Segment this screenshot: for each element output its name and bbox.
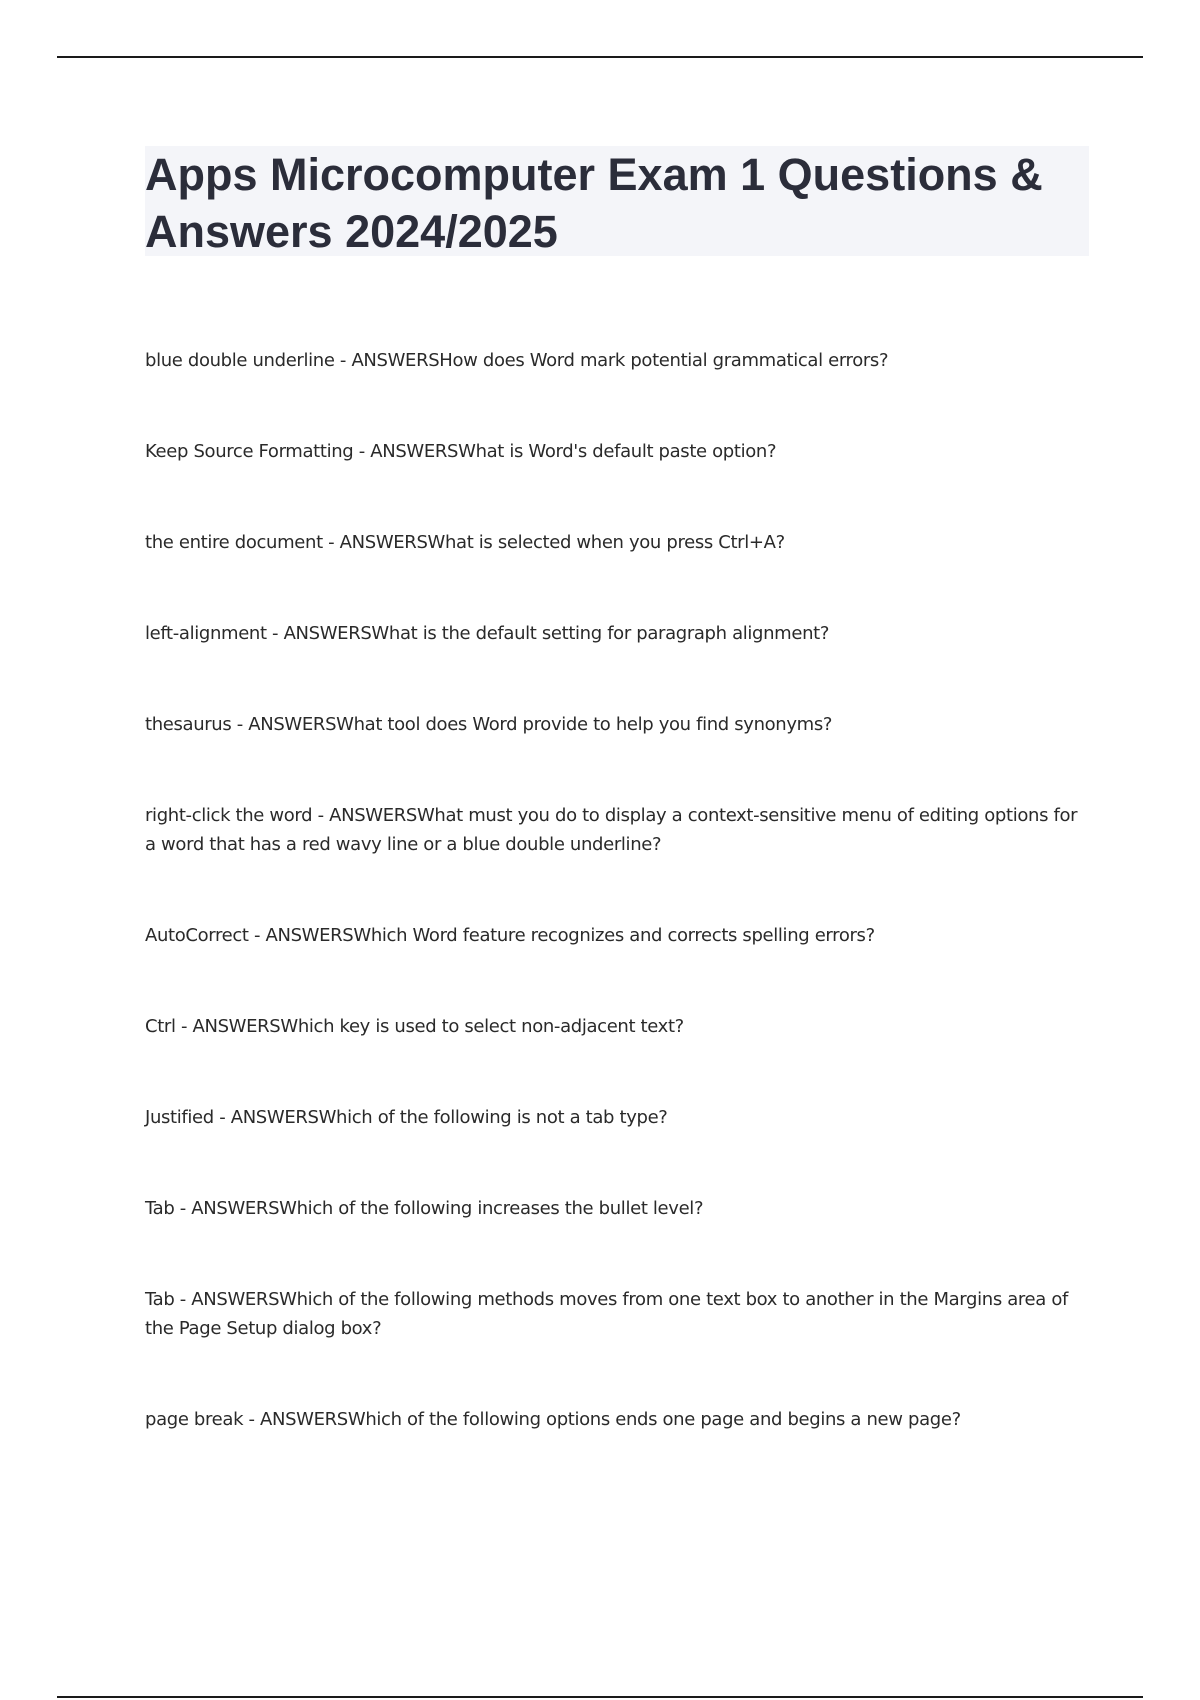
qa-item: the entire document - ANSWERSWhat is selected when you press Ctrl+A? [145,532,785,553]
qa-item: page break - ANSWERSWhich of the following options ends one page and begins a new page? [145,1409,961,1430]
qa-list [145,346,1085,1434]
qa-item: right-click the word - ANSWERSWhat must you do to display a context-sensitive menu of editing options for a word that has a red wavy line or a blue double underline? [145,805,1078,855]
top-divider [57,56,1143,58]
qa-item: left-alignment - ANSWERSWhat is the default setting for paragraph alignment? [145,623,830,644]
title-block [145,146,1089,256]
qa-item: AutoCorrect - ANSWERSWhich Word feature recognizes and corrects spelling errors? [145,925,875,946]
qa-item: Tab - ANSWERSWhich of the following increases the bullet level? [145,1198,704,1219]
qa-item: Ctrl - ANSWERSWhich key is used to select non-adjacent text? [145,1016,684,1037]
qa-item: Tab - ANSWERSWhich of the following methods moves from one text box to another in the Margins area of the Page Setup dialog box? [145,1289,1068,1339]
page-title: Apps Microcomputer Exam 1 Questions & Answers 2024/2025 [145,149,1043,257]
qa-item: thesaurus - ANSWERSWhat tool does Word provide to help you find synonyms? [145,714,833,735]
bottom-divider [57,1696,1143,1698]
qa-item: Keep Source Formatting - ANSWERSWhat is Word's default paste option? [145,441,777,462]
qa-item: blue double underline - ANSWERSHow does Word mark potential grammatical errors? [145,350,889,371]
qa-item: Justified - ANSWERSWhich of the following is not a tab type? [145,1107,668,1128]
